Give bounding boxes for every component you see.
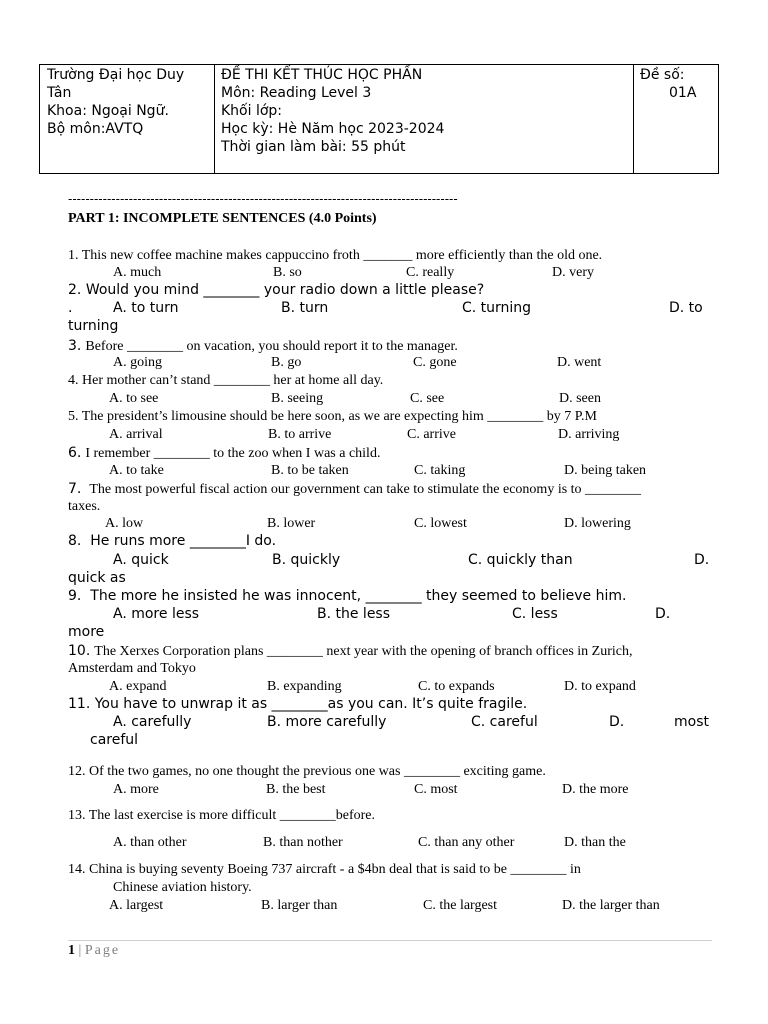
q11-option-a: A. carefully [113,714,192,730]
q2-lead-dot: . [68,300,73,316]
q1-option-a: A. much [113,265,162,280]
q8-option-a: A. quick [113,552,169,568]
q12-option-b: B. the best [266,782,326,797]
q7-option-b: B. lower [267,516,316,531]
question-14-text: 14. China is buying seventy Boeing 737 aircraft - a $4bn deal that is said to be ________ in [68,862,581,877]
q3-option-b: B. go [271,355,302,370]
q11-option-c: C. careful [471,714,538,730]
q12-option-a: A. more [113,782,159,797]
q9-option-d: D. [655,606,671,622]
header-grade: Khối lớp: [221,103,283,119]
q13-option-c: C. than any other [418,835,515,850]
q6-option-a: A. to take [109,463,164,478]
question-8-text: He runs more ________I do. [90,533,277,549]
q13-option-b: B. than nother [263,835,343,850]
question-10-number: 10. [68,643,91,659]
q3-option-d: D. went [557,355,602,370]
q13-option-a: A. than other [113,835,187,850]
question-9-number: 9. [68,588,82,604]
question-11 [68,696,527,712]
q1-option-d: D. very [552,265,594,280]
q14-option-c: C. the largest [423,898,498,913]
q3-option-c: C. gone [413,355,457,370]
question-9 [68,588,626,604]
q10-option-c: C. to expands [418,679,495,694]
q14-option-b: B. larger than [261,898,338,913]
q10-option-b: B. expanding [267,679,342,694]
q8-option-d-wrap: quick as [68,570,126,586]
question-11-text: You have to unwrap it as ________as you can. It’s quite fragile. [94,696,528,712]
q1-option-c: C. really [406,265,455,280]
q3-option-a: A. going [113,355,162,370]
q12-option-c: C. most [414,782,458,797]
q1-option-b: B. so [273,265,302,280]
q2-option-d-wrap: turning [68,318,119,334]
q11-option-d: D. [609,714,625,730]
q5-option-c: C. arrive [407,427,456,442]
q7-option-a: A. low [105,516,144,531]
q8-option-d: D. [694,552,710,568]
header-faculty: Khoa: Ngoại Ngữ. [47,103,169,119]
q4-option-d: D. seen [559,391,601,406]
question-4-text: 4. Her mother can’t stand ________ her at home all day. [68,373,384,388]
q11-option-b: B. more carefully [267,714,387,730]
header-exam-code-label: Đề số: [640,67,685,83]
q2-option-d: D. to [669,300,703,316]
question-1-text: 1. This new coffee machine makes cappuccino froth _______ more efficiently than the old one. [68,248,603,263]
question-2-text: Would you mind ________ your radio down a little please? [85,282,485,298]
q11-option-d-wrap: careful [90,732,139,748]
q14-option-a: A. largest [109,898,164,913]
q7-option-c: C. lowest [414,516,467,531]
question-6-text: I remember ________ to the zoo when I was a child. [85,446,381,461]
q9-option-a: A. more less [113,606,200,622]
q10-option-a: A. expand [109,679,167,694]
question-8 [68,533,276,549]
page-number: 1 [68,943,75,958]
q7-option-d: D. lowering [564,516,631,531]
question-12-text: 12. Of the two games, no one thought the previous one was ________ exciting game. [68,764,546,779]
q14-text-wrap: Chinese aviation history. [113,880,252,895]
question-10-text: The Xerxes Corporation plans ________ next year with the opening of branch offices in Zurich, [94,644,633,659]
question-3-number: 3. [68,338,82,354]
q4-option-c: C. see [410,391,445,406]
header-exam-code-cell [634,65,718,173]
question-10 [68,642,632,660]
question-5-text: 5. The president’s limousine should be here soon, as we are expecting him ________ by 7 P.M [68,409,597,424]
q9-option-b: B. the less [317,606,391,622]
header-exam-title: ĐỀ THI KẾT THÚC HỌC PHẦN [221,67,423,83]
question-3 [68,337,458,355]
header-exam-info-cell [215,65,634,173]
q6-option-d: D. being taken [564,463,647,478]
q11-option-d-word: most [674,714,709,730]
q4-option-b: B. seeing [271,391,324,406]
question-2-number: 2. [68,282,82,298]
header-exam-code: 01A [669,85,697,101]
q8-option-c: C. quickly than [468,552,573,568]
question-2 [68,282,484,298]
question-13-text: 13. The last exercise is more difficult ________before. [68,808,376,823]
question-11-number: 11. [68,696,91,712]
q5-option-b: B. to arrive [268,427,332,442]
footer-page-label: Page [84,943,121,958]
q5-option-a: A. arrival [109,427,163,442]
q7-text-wrap: taxes. [68,499,101,514]
question-8-number: 8. [68,533,82,549]
question-7-text: The most powerful fiscal action our government can take to stimulate the economy is to ________ [89,482,642,497]
header-duration: Thời gian làm bài: 55 phút [221,139,406,155]
footer-divider [68,940,712,941]
question-7-number: 7. [68,481,82,497]
question-6 [68,444,380,462]
header-department: Bộ môn:AVTQ [47,121,144,137]
part-title: PART 1: INCOMPLETE SENTENCES (4.0 Points) [68,211,377,226]
question-3-text: Before ________ on vacation, you should report it to the manager. [85,339,458,354]
q2-option-a: A. to turn [113,300,179,316]
q6-option-b: B. to be taken [271,463,349,478]
q8-option-b: B. quickly [272,552,341,568]
q4-option-a: A. to see [109,391,159,406]
q9-option-d-wrap: more [68,624,105,640]
exam-header-table [39,64,719,174]
question-9-text: The more he insisted he was innocent, ________ they seemed to believe him. [90,588,627,604]
q10-option-d: D. to expand [564,679,636,694]
header-university: Trường Đại học Duy [47,67,185,83]
q10-text-wrap: Amsterdam and Tokyo [68,661,196,676]
header-institution-cell [40,65,215,173]
q14-option-d: D. the larger than [562,898,660,913]
header-subject: Môn: Reading Level 3 [221,85,372,101]
question-6-number: 6. [68,445,82,461]
header-university-cont: Tân [47,85,72,101]
q2-option-c: C. turning [462,300,532,316]
footer-separator: | [75,943,85,958]
q2-option-b: B. turn [281,300,329,316]
question-7 [68,480,641,498]
q12-option-d: D. the more [562,782,629,797]
q13-option-d: D. than the [564,835,626,850]
separator-dashes: ------------------------------------------------------------------------------------------ [68,192,458,206]
q5-option-d: D. arriving [558,427,620,442]
q6-option-c: C. taking [414,463,466,478]
q9-option-c: C. less [512,606,558,622]
header-semester: Học kỳ: Hè Năm học 2023-2024 [221,121,445,137]
page-footer [68,943,120,959]
